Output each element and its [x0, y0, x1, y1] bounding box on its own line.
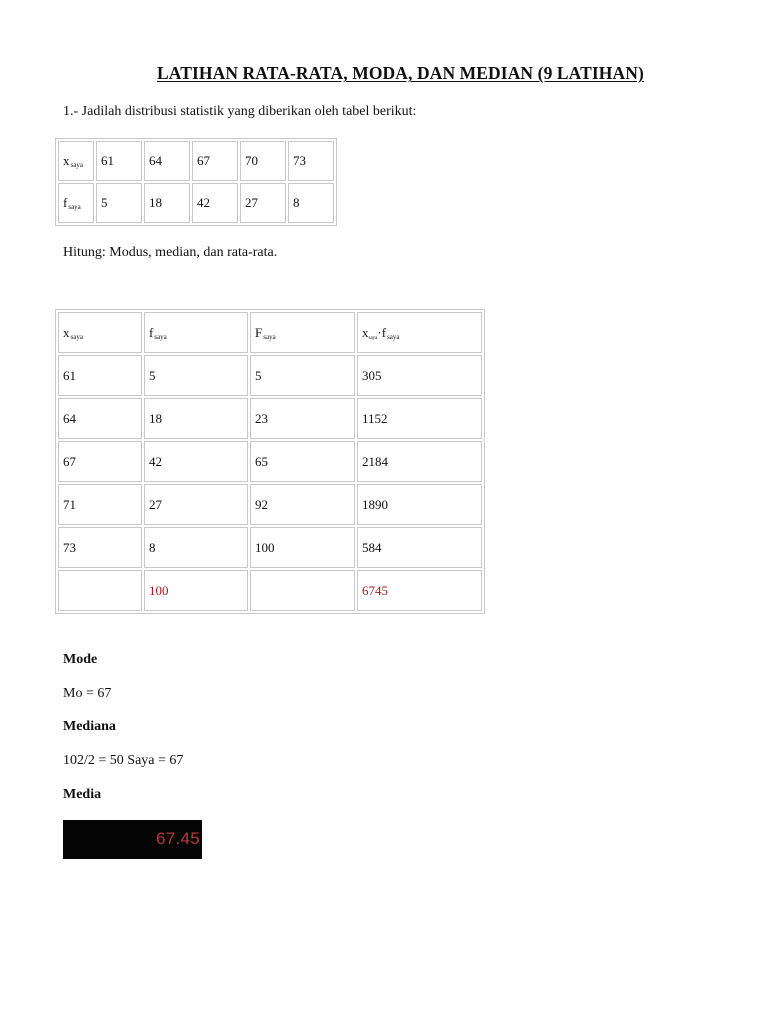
header-x-subscript: saya	[70, 332, 83, 341]
empty-cell	[58, 570, 142, 611]
table-cell: 42	[192, 183, 238, 223]
table-cell: 584	[357, 527, 482, 568]
table-cell: 64	[58, 398, 142, 439]
header-f-symbol: f	[149, 324, 154, 340]
table-cell: 64	[144, 141, 190, 181]
empty-cell	[250, 570, 355, 611]
page-title: LATIHAN RATA-RATA, MODA, DAN MEDIAN (9 LATIHAN)	[157, 63, 644, 83]
table-cell: 27	[144, 484, 248, 525]
table-row	[58, 398, 482, 439]
median-result: 102/2 = 50 Saya = 67	[63, 753, 184, 768]
mean-result-box	[63, 820, 202, 859]
table-cell: 5	[144, 355, 248, 396]
table-row-x	[58, 141, 334, 181]
distribution-table	[55, 138, 337, 226]
table-cell: 5	[96, 183, 142, 223]
table-cell: 100	[250, 527, 355, 568]
table-cell: 1152	[357, 398, 482, 439]
row-header-x	[58, 141, 94, 181]
table-row	[58, 484, 482, 525]
mode-result: Mo = 67	[63, 686, 112, 701]
calculation-table	[55, 309, 485, 614]
table-cell: 23	[250, 398, 355, 439]
table-row-f	[58, 183, 334, 223]
table-cell: 92	[250, 484, 355, 525]
table-cell: 73	[58, 527, 142, 568]
x-subscript: saya	[70, 161, 83, 169]
x-symbol: x	[63, 153, 70, 168]
table-cell: 61	[96, 141, 142, 181]
f-subscript: saya	[68, 203, 81, 211]
header-x-symbol: x	[63, 324, 70, 340]
table-row	[58, 527, 482, 568]
total-frequency: 100	[144, 570, 248, 611]
header-xf-x-subscript: saya	[368, 335, 378, 341]
header-F-symbol: F	[255, 324, 263, 340]
table-cell: 2184	[357, 441, 482, 482]
table-cell: 18	[144, 183, 190, 223]
header-cumulative-f	[250, 312, 355, 353]
instruction-text: Hitung: Modus, median, dan rata-rata.	[63, 245, 278, 260]
header-xf-dot: ·	[377, 324, 382, 340]
table-total-row	[58, 570, 482, 611]
question-text: 1.- Jadilah distribusi statistik yang diberikan oleh tabel berikut:	[63, 104, 417, 119]
total-x-times-f: 6745	[357, 570, 482, 611]
header-x-times-f	[357, 312, 482, 353]
header-f	[144, 312, 248, 353]
table-cell: 70	[240, 141, 286, 181]
table-cell: 8	[288, 183, 334, 223]
table-cell: 73	[288, 141, 334, 181]
table-cell: 65	[250, 441, 355, 482]
table-cell: 5	[250, 355, 355, 396]
row-header-f	[58, 183, 94, 223]
table-row	[58, 355, 482, 396]
table-cell: 8	[144, 527, 248, 568]
table-cell: 67	[192, 141, 238, 181]
f-symbol: f	[63, 195, 68, 210]
mode-heading: Mode	[63, 652, 98, 667]
mean-heading: Media	[63, 787, 102, 802]
table-cell: 27	[240, 183, 286, 223]
table-header-row	[58, 312, 482, 353]
mean-result-value: 67.45	[155, 829, 200, 848]
header-F-subscript: saya	[263, 332, 276, 341]
table-cell: 18	[144, 398, 248, 439]
table-cell: 42	[144, 441, 248, 482]
table-cell: 71	[58, 484, 142, 525]
header-x	[58, 312, 142, 353]
table-row	[58, 441, 482, 482]
header-xf-f-subscript: saya	[387, 332, 400, 341]
header-xf-x-symbol: x	[362, 324, 369, 340]
table-cell: 305	[357, 355, 482, 396]
table-cell: 67	[58, 441, 142, 482]
table-cell: 1890	[357, 484, 482, 525]
table-cell: 61	[58, 355, 142, 396]
median-heading: Mediana	[63, 719, 116, 734]
header-xf-f-symbol: f	[381, 324, 387, 340]
header-f-subscript: saya	[154, 332, 167, 341]
